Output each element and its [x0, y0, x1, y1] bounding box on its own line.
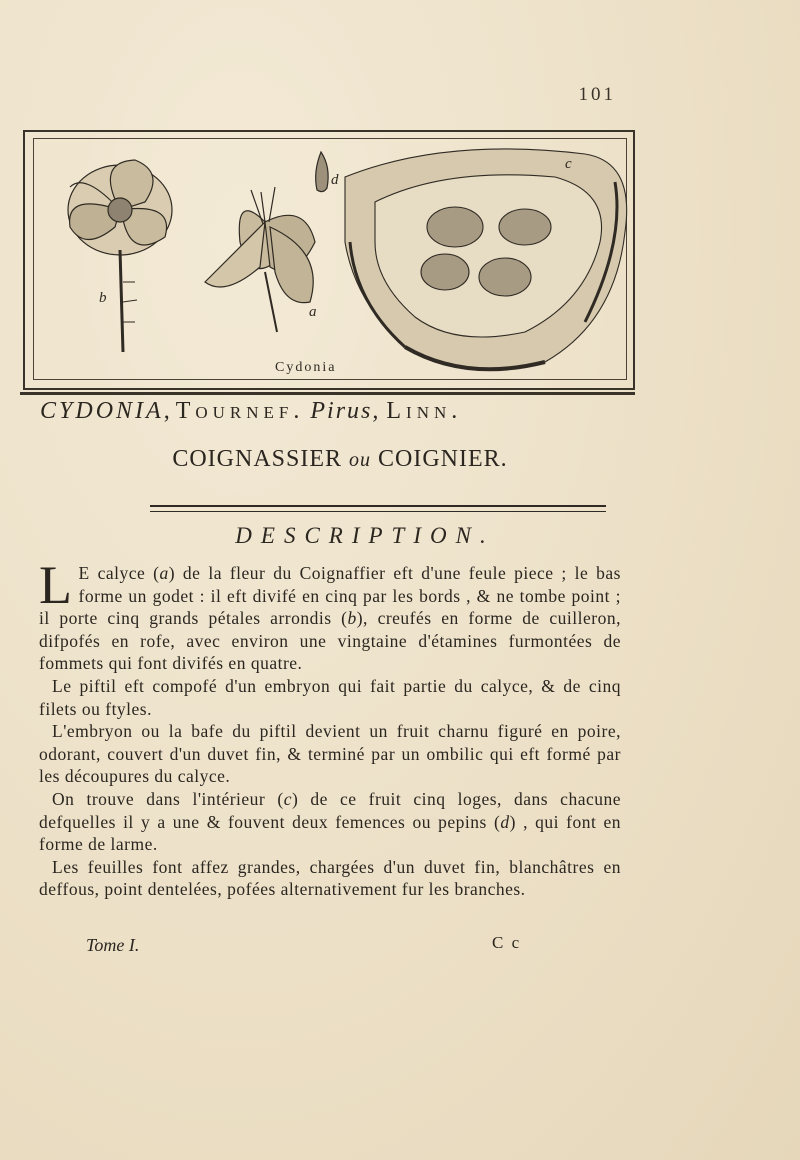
common-name-coignassier: COIGNASSIER	[172, 446, 343, 472]
synonym-pirus: Pirus,	[310, 398, 381, 424]
engraved-plate	[23, 130, 635, 390]
seed-illustration-d	[316, 152, 328, 192]
figure-label-b: b	[99, 290, 107, 306]
fruit-section-illustration-c	[345, 149, 627, 369]
heading-comma: ,	[163, 398, 170, 424]
genus-heading	[40, 398, 760, 425]
drop-cap: L	[39, 555, 73, 615]
flower-illustration-b	[68, 160, 172, 352]
paragraph-interior: On trouve dans l'intérieur (c) de ce fruit cinq loges, dans chacune defquelles il y a une & fouvent deux femences ou pepins (d) , qui font en forme de larme.	[39, 788, 621, 855]
figure-label-a: a	[309, 304, 317, 320]
volume-label: Tome I.	[86, 935, 140, 955]
paragraph-calyx: L E calyce (a) de la fleur du Coignaffier eft d'une feule piece ; le bas forme un godet : il eft divifé en cinq par les bords , & ne tombe point ; il porte cinq grands pétales arrondis (b), creufés en forme de cuilleron, difpofés en rofe, avec environ une vingtaine d'étamines furmontées de fommets qui font divifés en quatre.	[39, 555, 621, 674]
paragraph-leaves: Les feuilles font affez grandes, chargées d'un duvet fin, blanchâtres en deffous, point dentelées, pofées alternativement fur les branches.	[39, 856, 621, 900]
genus-name: CYDONIA	[40, 398, 164, 424]
common-name-conjunction: ou	[349, 449, 372, 471]
figure-label-c: c	[565, 156, 572, 172]
figure-label-d: d	[331, 172, 339, 188]
flower-illustration-a	[205, 187, 315, 332]
description-text	[39, 555, 621, 901]
section-divider	[150, 505, 606, 512]
page-number: 101	[578, 84, 616, 105]
author-linnaeus: Linn.	[386, 398, 463, 424]
paragraph-embryo: L'embryon ou la bafe du piftil devient un fruit charnu figuré en poire, odorant, couvert d'un duvet fin, & terminé par un ombilic qui eft formé par les découpures du calyce.	[39, 721, 621, 787]
signature-mark: C c	[492, 933, 522, 952]
author-tournefort: Tournef.	[175, 398, 305, 424]
plate-caption: Cydonia	[275, 360, 337, 375]
paragraph-pistil: Le piftil eft compofé d'un embryon qui fait partie du calyce, & de cinq filets ou ftyles.	[39, 675, 621, 719]
plate-bottom-rule	[20, 392, 635, 395]
section-title: DESCRIPTION.	[235, 523, 495, 548]
common-name-coignier: COIGNIER.	[378, 446, 508, 472]
quince-engraving	[25, 132, 633, 388]
common-names	[40, 446, 640, 473]
